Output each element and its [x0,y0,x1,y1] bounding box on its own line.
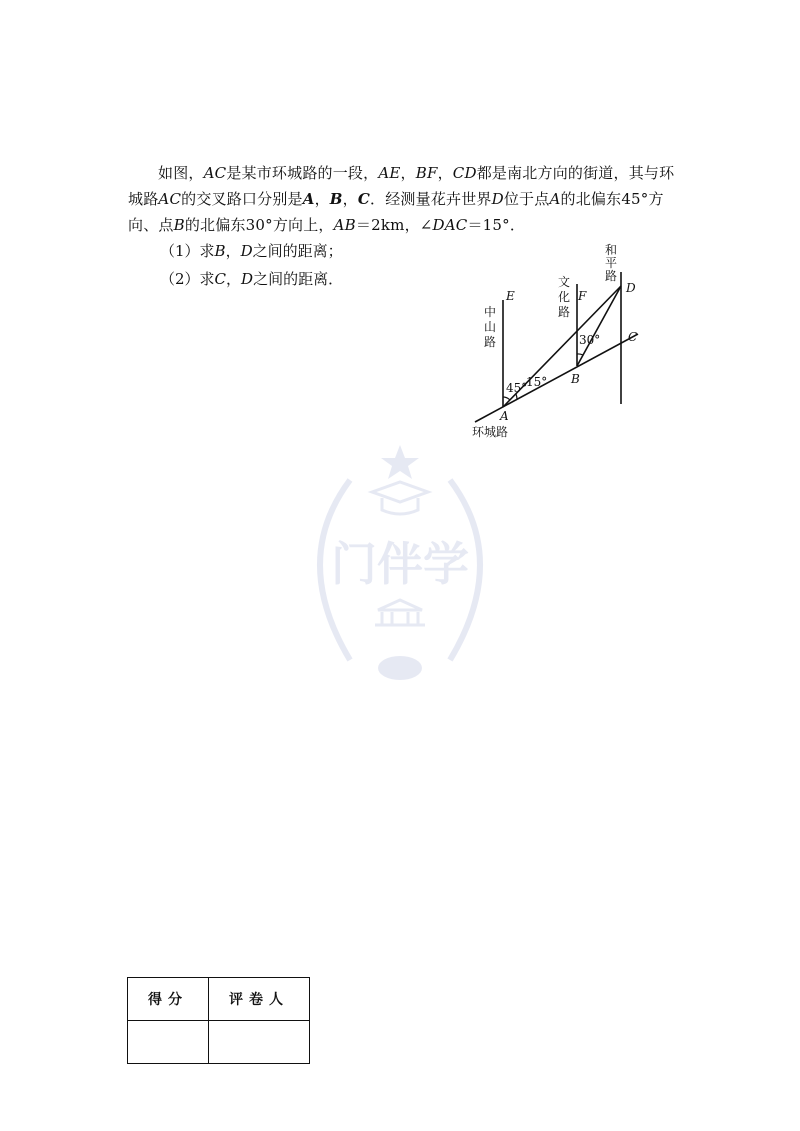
angle-label-30: 30° [579,333,601,347]
problem-text: ．经测量花卉世界 [370,190,492,208]
problem-text: 都是南北方向的街道，其与环城路 [128,164,675,208]
angle-label-45: 45° [506,381,528,395]
watermark-svg [280,440,520,690]
road-zhongshan-1: 中 [484,305,497,319]
problem-text: 是某市环城路的一段， [226,164,379,182]
question-text: ， [225,242,241,260]
point-d: D [241,270,254,288]
grader-header: 评卷人 [209,978,310,1021]
point-d: D [240,242,253,260]
angle-label-15: 15° [526,375,548,389]
label-e: E [506,289,515,303]
segment-ab: AB [333,216,356,234]
geometry-figure [470,240,670,450]
problem-text: ＝2km，∠ [355,216,433,234]
segment-bf: BF [415,164,438,182]
label-d: D [626,281,636,295]
point-b: B [173,216,185,234]
watermark-text: 门伴学 [331,537,469,591]
grader-cell[interactable] [209,1021,310,1064]
point-a: A [549,190,561,208]
problem-text: 如图， [158,164,204,182]
problem-text: ， [314,190,330,208]
problem-text: ， [400,164,416,182]
road-heping-3: 路 [605,269,618,283]
segment-ae: AE [378,164,401,182]
angle-arc-30 [577,354,583,355]
question-text: 之间的距离． [253,270,344,288]
point-c: C [214,270,227,288]
question-1 [160,238,343,264]
problem-text: ＝15°． [467,216,526,234]
problem-paragraph [128,160,688,238]
label-f: F [578,289,587,303]
score-cell[interactable] [128,1021,209,1064]
road-wenhua-2: 化 [558,290,571,304]
graduation-cap-icon [372,482,428,514]
problem-text: 的北偏东30°方向上， [184,216,334,234]
question-text: ， [226,270,242,288]
road-zhongshan-3: 路 [484,335,497,349]
point-d: D [491,190,504,208]
star-icon [381,445,419,479]
road-huancheng: 环城路 [472,425,509,439]
label-a: A [500,409,509,423]
point-a: A [302,190,315,208]
label-c: C [628,330,638,344]
angle-arc-45 [503,397,510,400]
road-wenhua-3: 路 [558,305,571,319]
question-text: 之间的距离； [252,242,343,260]
question-text: （1）求 [160,242,215,260]
point-b: B [214,242,226,260]
problem-text: 的交叉路口分别是 [181,190,303,208]
label-b: B [571,372,580,386]
point-c: C [357,190,371,208]
road-heping-1: 和 [605,243,618,257]
problem-text: ， [342,190,358,208]
score-table [127,977,310,1064]
question-2 [160,266,343,292]
watermark-logo [280,440,520,690]
problem-statement [128,160,688,238]
problem-text: 位于点 [503,190,550,208]
problem-text: 的北偏东45°方向、点 [128,190,664,234]
building-icon [375,600,425,625]
road-heping-2: 平 [605,256,618,270]
road-zhongshan-2: 山 [484,320,497,334]
point-b: B [329,190,343,208]
segment-ac: AC [158,190,182,208]
ribbon-icon [378,656,422,680]
problem-text: ， [437,164,453,182]
score-header: 得分 [128,978,209,1021]
question-text: （2）求 [160,270,215,288]
angle-dac: DAC [432,216,468,234]
street-diagram [470,240,670,450]
segment-ac: AC [203,164,227,182]
road-wenhua-1: 文 [558,275,571,289]
segment-cd: CD [452,164,477,182]
